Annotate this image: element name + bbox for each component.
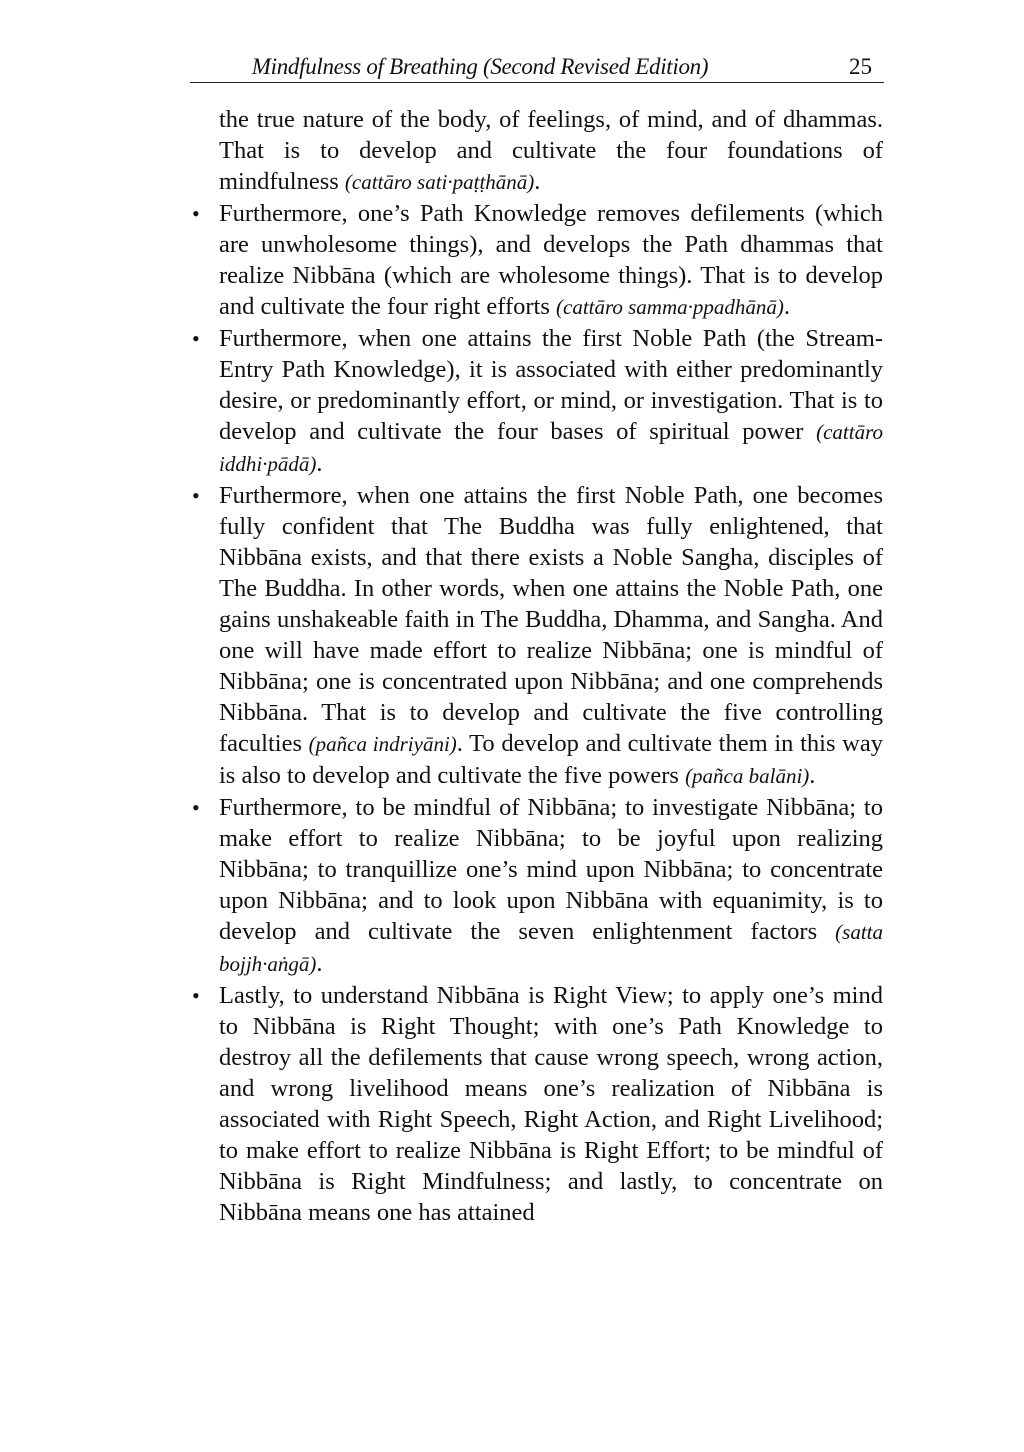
page-number: 25 bbox=[849, 54, 872, 79]
list-item-text: Furthermore, to be mindful of Nibbāna; to investigate Nibbāna; to make effort to realize Nibbāna; to be joyful upon realizing Nibbāna; to tranquillize one’s mind upon Nibbāna; to concentrate upon Nibbāna; and to look upon Nibbāna with equanimity, is to develop and cultivate the seven enlightenment factors bbox=[219, 794, 883, 945]
bullet-icon: • bbox=[192, 201, 200, 226]
bullet-icon: • bbox=[192, 983, 200, 1008]
pali-term: (pañca indriyāni) bbox=[308, 732, 457, 756]
intro-text: the true nature of the body, of feelings, of mind, and of dhammas. That is to develop and cultivate the four foundations of mindfulness bbox=[219, 106, 883, 195]
page-body bbox=[192, 104, 883, 1228]
bullet-icon: • bbox=[192, 326, 200, 351]
pali-term: (satta bojjh·aṅgā) bbox=[219, 920, 883, 976]
intro-paragraph: the true nature of the body, of feelings, of mind, and of dhammas. That is to develop and cultivate the four foundations of mindfulness (cattāro sati·paṭṭhānā). bbox=[219, 106, 883, 195]
list-item: • Furthermore, when one attains the first Noble Path, one becomes fully confident that The Buddha was fully enlightened, that Nibbāna exists, and that there exists a Noble Sangha, disciples of The Buddha. In other words, when one attains the Noble Path, one gains unshakeable faith in The Buddha, Dhamma, and Sangha. And one will have made effort to realize Nibbāna; one is mindful of Nibbāna; one is concentrated upon Nibbāna; and one comprehends Nibbāna. That is to develop and cultivate the five controlling faculties (pañca indriyāni). To develop and cultivate them in this way is also to develop and cultivate the five powers (pañca balāni). bbox=[192, 482, 883, 789]
pali-term: (cattāro sati·paṭṭhānā) bbox=[344, 170, 535, 194]
list-item-text: . To develop and cultivate them in this way is also to develop and cultivate the five powers bbox=[219, 730, 883, 789]
pali-term: (pañca balāni) bbox=[685, 764, 810, 788]
pali-term: (cattāro samma·ppadhānā) bbox=[556, 295, 784, 319]
list-item-text: Furthermore, when one attains the first Noble Path, one becomes fully confident that The Buddha was fully enlightened, that Nibbāna exists, and that there exists a Noble Sangha, disciples of The Buddha. In other words, when one attains the Noble Path, one gains unshakeable faith in The Buddha, Dhamma, and Sangha. And one will have made effort to realize Nibbāna; one is mindful of Nibbāna; one is concentrated upon Nibbāna; and one comprehends Nibbāna. That is to develop and cultivate the five controlling faculties bbox=[219, 482, 883, 757]
bullet-icon: • bbox=[192, 483, 200, 508]
list-item: • Furthermore, when one attains the first Noble Path (the Stream-Entry Path Knowledge), it is associated with either predominantly desire, or predominantly effort, or mind, or investigation. That is to develop and cultivate the four bases of spiritual power (cattāro iddhi·pādā). bbox=[192, 325, 883, 477]
list-item-text: Furthermore, when one attains the first Noble Path (the Stream-Entry Path Knowledge), it is associated with either predominantly desire, or predominantly effort, or mind, or investigation. That is to develop and cultivate the four bases of spiritual power bbox=[219, 325, 883, 445]
list-item: • Furthermore, one’s Path Knowledge removes defilements (which are unwholesome things), and develops the Path dhammas that realize Nibbāna (which are wholesome things). That is to develop and cultivate the four right efforts (cattāro samma·ppadhānā). bbox=[192, 200, 883, 320]
running-header bbox=[190, 52, 884, 83]
book-title: Mindfulness of Breathing (Second Revised Edition) bbox=[251, 54, 709, 79]
list-item bbox=[192, 980, 883, 1228]
list-item: • Furthermore, to be mindful of Nibbāna; to investigate Nibbāna; to make effort to realize Nibbāna; to be joyful upon realizing Nibbāna; to tranquillize one’s mind upon Nibbāna; to concentrate upon Nibbāna; and to look upon Nibbāna with equanimity, is to develop and cultivate the seven enlightenment factors (satta bojjh·aṅgā). bbox=[192, 794, 883, 977]
list-item-text: Lastly, to understand Nibbāna is Right View; to apply one’s mind to Nibbāna is Right Thought; with one’s Path Knowledge to destroy all the defilements that cause wrong speech, wrong action, and wrong livelihood means one’s realization of Nibbāna is associated with Right Speech, Right Action, and Right Livelihood; to make effort to realize Nibbāna is Right Effort; to be mindful of Nibbāna is Right Mindfulness; and lastly, to concentrate on Nibbāna means one has attained bbox=[219, 982, 883, 1226]
list-item-text: Furthermore, one’s Path Knowledge removes defilements (which are unwholesome things), and develops the Path dhammas that realize Nibbāna (which are wholesome things). That is to develop and cultivate the four right efforts bbox=[219, 200, 883, 320]
pali-term: (cattāro iddhi·pādā) bbox=[219, 420, 883, 476]
bullet-icon: • bbox=[192, 795, 200, 820]
